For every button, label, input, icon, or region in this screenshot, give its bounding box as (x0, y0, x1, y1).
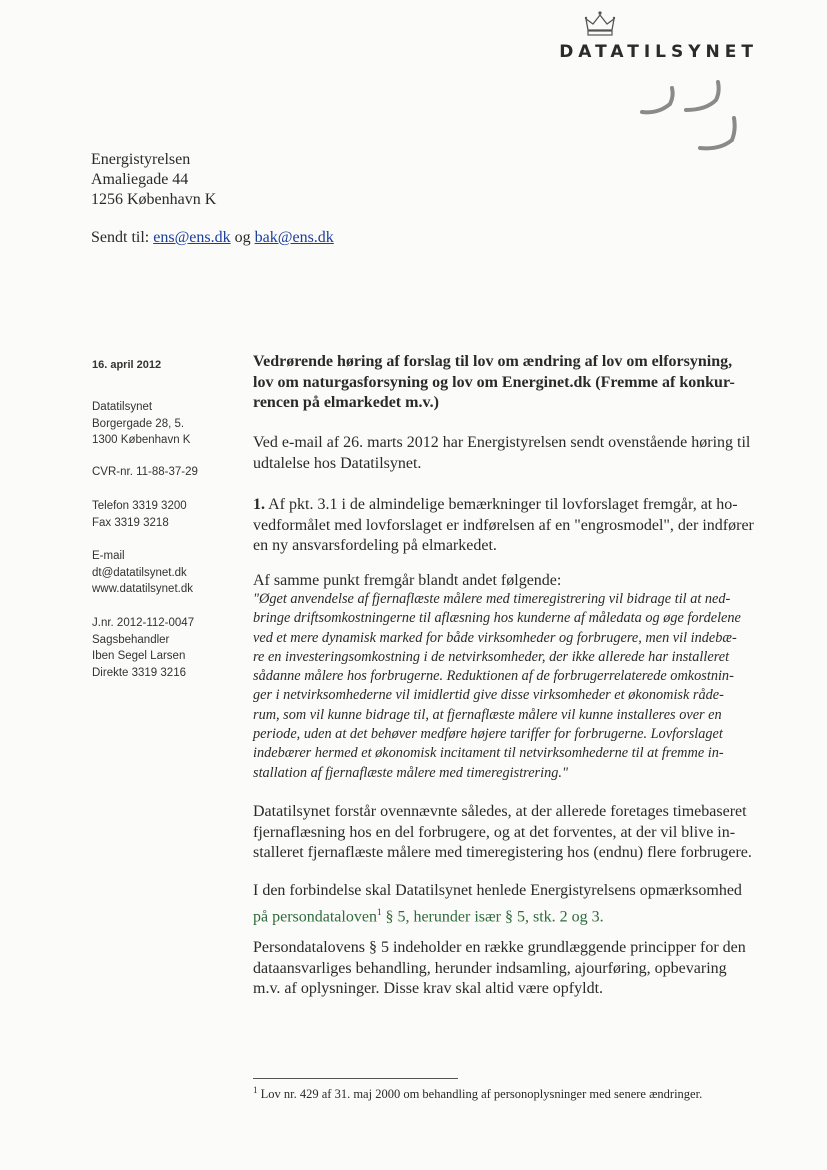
text-line: Persondatalovens § 5 indeholder en række grundlæggende principper for den (253, 939, 746, 956)
quote-line: stallation af fjernaflæste målere med timeregistrering." (253, 764, 568, 781)
conjunction: og (234, 229, 251, 246)
sender-line: Borgergade 28, 5. (92, 417, 185, 430)
quote-intro: Af samme punkt fremgår blandt andet følgende: (253, 572, 562, 589)
sent-to-line (91, 229, 334, 247)
direct-phone: Direkte 3319 3216 (92, 666, 186, 679)
text-line (253, 495, 775, 516)
address-line: 1256 København K (91, 191, 217, 208)
handwritten-mark-icon (630, 80, 742, 160)
sender-line: Datatilsynet (92, 401, 153, 413)
text-line: Datatilsynet forstår ovennævnte således, at der allerede foretages timebaseret (253, 803, 747, 820)
quote-line: bringe driftsomkostningerne til aflæsning hos kunderne af måledata og øge fordelene (253, 610, 741, 627)
text-line: en ny ansvarsfordeling på elmarkedet. (253, 537, 497, 554)
phone-block (92, 498, 232, 531)
text-line: fjernaflæsning hos en del forbrugere, og at det forventes, at der vil blive in- (253, 823, 736, 841)
footnote-number: 1 (253, 1085, 258, 1095)
case-officer-name: Iben Segel Larsen (92, 650, 186, 662)
fax-number: Fax 3319 3218 (92, 516, 169, 529)
sender-website: www.datatilsynet.dk (92, 583, 193, 595)
subject-line: lov om naturgasforsyning og lov om Energinet.dk (Fremme af konkur- (253, 373, 735, 391)
text-span: på persondataloven (253, 907, 377, 925)
quote-line: re en investeringsomkostning i de netvirksomheder, der ikke allerede har installeret (253, 648, 730, 665)
quote-line: sådanne målere hos forbrugerne. Reduktionen af de forbrugerrelaterede omkostnin- (253, 668, 734, 685)
quoted-passage (253, 590, 775, 783)
journal-number: J.nr. 2012-112-0047 (92, 617, 195, 629)
quote-line: "Øget anvendelse af fjernaflæste målere med timeregistrering vil bidrage til at ned- (253, 591, 731, 607)
paragraph-point-1 (253, 495, 775, 557)
footnote-divider (253, 1078, 458, 1079)
address-line: Energistyrelsen (91, 151, 191, 168)
phone-number: Telefon 3319 3200 (92, 500, 187, 512)
email-link-ens[interactable]: ens@ens.dk (153, 229, 231, 246)
subject-line: Vedrørende høring af forslag til lov om ændring af lov om elforsyning, (253, 353, 733, 370)
footnote-ref: 1 (376, 906, 382, 917)
recipient-address (91, 150, 216, 210)
paragraph-section-5 (253, 938, 775, 1000)
case-block (92, 615, 232, 681)
case-officer-label: Sagsbehandler (92, 633, 170, 646)
letter-date: 16. april 2012 (92, 359, 162, 371)
text-span: Af pkt. 3.1 i de almindelige bemærkninger til lovforslaget fremgår, at ho- (265, 496, 738, 513)
address-line: Amaliegade 44 (91, 171, 189, 188)
text-line: Ved e-mail af 26. marts 2012 har Energistyrelsen sendt ovenstående høring til (253, 434, 751, 451)
point-number: 1. (253, 496, 265, 513)
quote-line: periode, uden at det behøver medføre højere tariffer for forbrugerne. Lovforslaget (253, 726, 723, 743)
text-line: stalleret fjernaflæste målere med timeregistering hos (endnu) flere forbrugere. (253, 844, 752, 861)
text-span: § 5, herunder især § 5, stk. 2 og 3. (381, 907, 604, 925)
quote-line: indebærer hermed et økonomisk incitament til netvirksomhederne til at fremme in- (253, 745, 724, 762)
email-link-bak[interactable]: bak@ens.dk (254, 229, 334, 246)
text-line: I den forbindelse skal Datatilsynet henlede Energistyrelsens opmærksomhed (253, 882, 742, 899)
crown-logo-icon (583, 10, 617, 38)
letter-subject (253, 352, 775, 414)
text-line (253, 902, 775, 928)
brand-wordmark: DATATILSYNET (559, 42, 758, 62)
sender-line: 1300 København K (92, 434, 191, 446)
text-line: dataansvarliges behandling, herunder indsamling, ajourføring, opbevaring (253, 959, 727, 977)
paragraph-intro (253, 433, 775, 474)
email-label: E-mail (92, 550, 125, 562)
text-line: udtalelse hos Datatilsynet. (253, 454, 422, 472)
paragraph-understanding (253, 802, 775, 864)
contact-block (92, 548, 232, 598)
sender-address (92, 399, 232, 449)
quote-line: rum, som vil kunne bidrage til, at fjernaflæste målere vil kunne installeres over en (253, 706, 722, 723)
quote-line: ger i netvirksomhederne vil imidlertid give disse virksomheder et økonomisk råde- (253, 687, 724, 704)
footnote-text: Lov nr. 429 af 31. maj 2000 om behandling af personoplysninger med senere ændringer. (257, 1087, 703, 1102)
paragraph-attention (253, 881, 775, 927)
footnote (253, 1085, 702, 1102)
text-line: m.v. af oplysninger. Disse krav skal altid være opfyldt. (253, 980, 604, 997)
text-line: vedformålet med lovforslaget er indførelsen af en "engrosmodel", der indfører (253, 516, 754, 534)
cvr-number: CVR-nr. 11-88-37-29 (92, 466, 198, 478)
subject-line: rencen på elmarkedet m.v.) (253, 394, 439, 411)
sent-to-label: Sendt til: (91, 229, 150, 246)
sender-email: dt@datatilsynet.dk (92, 566, 187, 579)
quote-line: ved et mere dynamisk marked for både virksomheder og forbrugere, men vil indebæ- (253, 629, 737, 646)
